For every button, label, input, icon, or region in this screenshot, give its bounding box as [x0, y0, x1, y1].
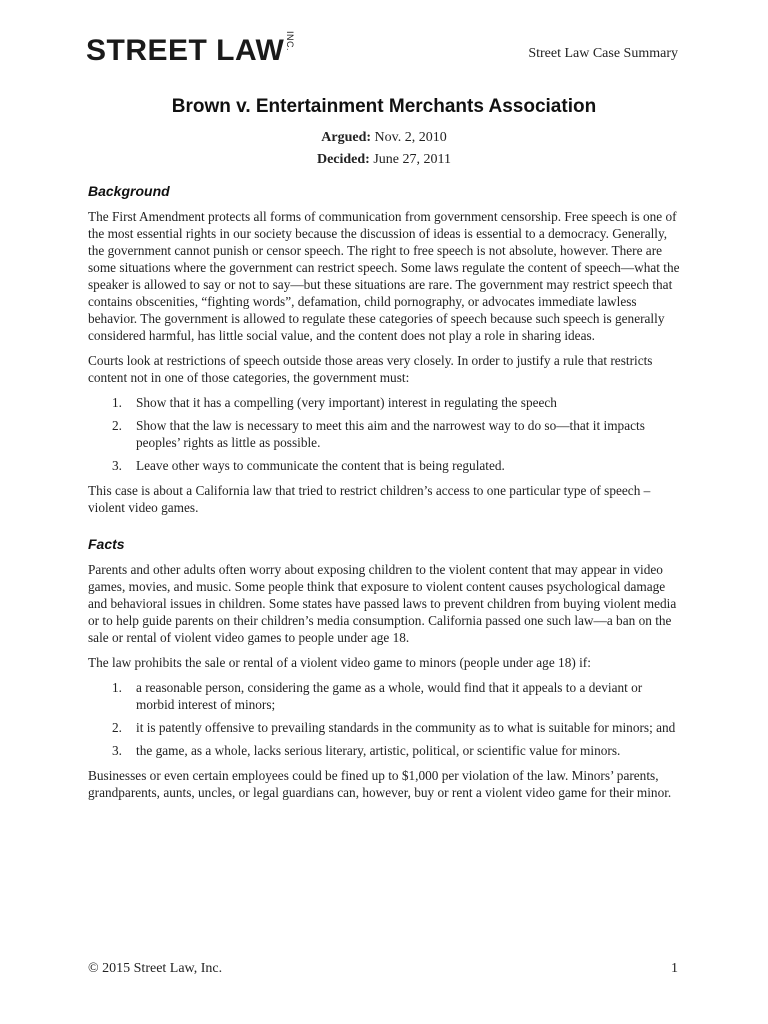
- facts-paragraph-3: Businesses or even certain employees could be fined up to $1,000 per violation of the law. Minors’ parents, grandparents, aunts, uncles, or legal guardians can, however, buy or rent a violent video game for their minor.: [88, 768, 672, 800]
- decided-value: June 27, 2011: [373, 152, 452, 167]
- list-number: 2.: [112, 720, 122, 735]
- footer-copyright: © 2015 Street Law, Inc.: [88, 961, 223, 976]
- document-body: [88, 98, 680, 809]
- list-number: 3.: [112, 743, 122, 758]
- list-text: it is patently offensive to prevailing standards in the community as to what is suitable for minors; and: [136, 720, 676, 735]
- decided-line: [88, 149, 680, 171]
- argued-label: Argued:: [321, 130, 372, 145]
- background-paragraph-1: The First Amendment protects all forms of communication from government censorship. Free speech is one of the most essential rights in our society because the discussion of ideas is essential to a democracy. Generally, the government cannot punish or censor speech. The right to free speech is not absolute, however. There are some situations where the government can restrict speech. Some laws regulate the content of speech—what the speaker is allowed to say or not to say—but these situations are rare. The government may restrict speech that contains obscenities, “fighting words”, defamation, child pornography, or advocates immediate lawless behavior. The government is allowed to regulate these categories of speech because such speech is generally considered harmful, has little social value, and the content does not play a role in sharing ideas.: [88, 209, 680, 343]
- background-paragraph-3: This case is about a California law that tried to restrict children’s access to one particular type of speech –violent video games.: [88, 483, 651, 515]
- list-item: [88, 457, 680, 474]
- background-list: [88, 394, 680, 474]
- list-text: Show that the law is necessary to meet this aim and the narrowest way to do so—that it impacts peoples’ rights as little as possible.: [136, 418, 645, 450]
- background-heading: Background: [88, 183, 170, 199]
- facts-heading: Facts: [88, 536, 125, 552]
- argued-line: [88, 127, 680, 149]
- list-item: [88, 719, 680, 736]
- header-label: Street Law Case Summary: [528, 46, 678, 61]
- list-text: a reasonable person, considering the game as a whole, would find that it appeals to a deviant or morbid interest of minors;: [136, 680, 643, 712]
- list-item: [88, 394, 680, 411]
- facts-paragraph-1: Parents and other adults often worry about exposing children to the violent content that may appear in video games, movies, and music. Some people think that exposure to violent content causes psychological damage and behavioral issues in children. Some states have passed laws to prevent children from buying violent media or to help guide parents on their children’s media consumption. California passed one such law—a ban on the sale or rental of violent video games to people under age 18.: [88, 562, 677, 645]
- facts-paragraph-2: The law prohibits the sale or rental of a violent video game to minors (people under age 18) if:: [88, 655, 591, 670]
- argued-value: Nov. 2, 2010: [374, 130, 447, 145]
- page-number: 1: [671, 961, 678, 976]
- street-law-logo: [86, 31, 304, 67]
- facts-list: [88, 679, 680, 759]
- list-text: the game, as a whole, lacks serious literary, artistic, political, or scientific value for minors.: [136, 743, 621, 758]
- list-number: 3.: [112, 458, 122, 473]
- list-item: [88, 742, 680, 759]
- page-title: Brown v. Entertainment Merchants Association: [171, 96, 597, 117]
- list-number: 1.: [112, 680, 122, 695]
- list-item: [88, 417, 680, 451]
- list-item: [88, 679, 680, 713]
- list-number: 2.: [112, 418, 122, 433]
- list-text: Leave other ways to communicate the content that is being regulated.: [136, 458, 505, 473]
- logo-text: STREET LAW: [86, 34, 285, 67]
- background-paragraph-2: Courts look at restrictions of speech outside those areas very closely. In order to justify a rule that restricts content not in one of those categories, the government must:: [88, 353, 653, 385]
- list-number: 1.: [112, 395, 122, 410]
- decided-label: Decided:: [316, 152, 370, 167]
- list-text: Show that it has a compelling (very important) interest in regulating the speech: [136, 395, 557, 410]
- case-dates: [88, 127, 680, 171]
- logo-inc: INC.: [285, 31, 296, 51]
